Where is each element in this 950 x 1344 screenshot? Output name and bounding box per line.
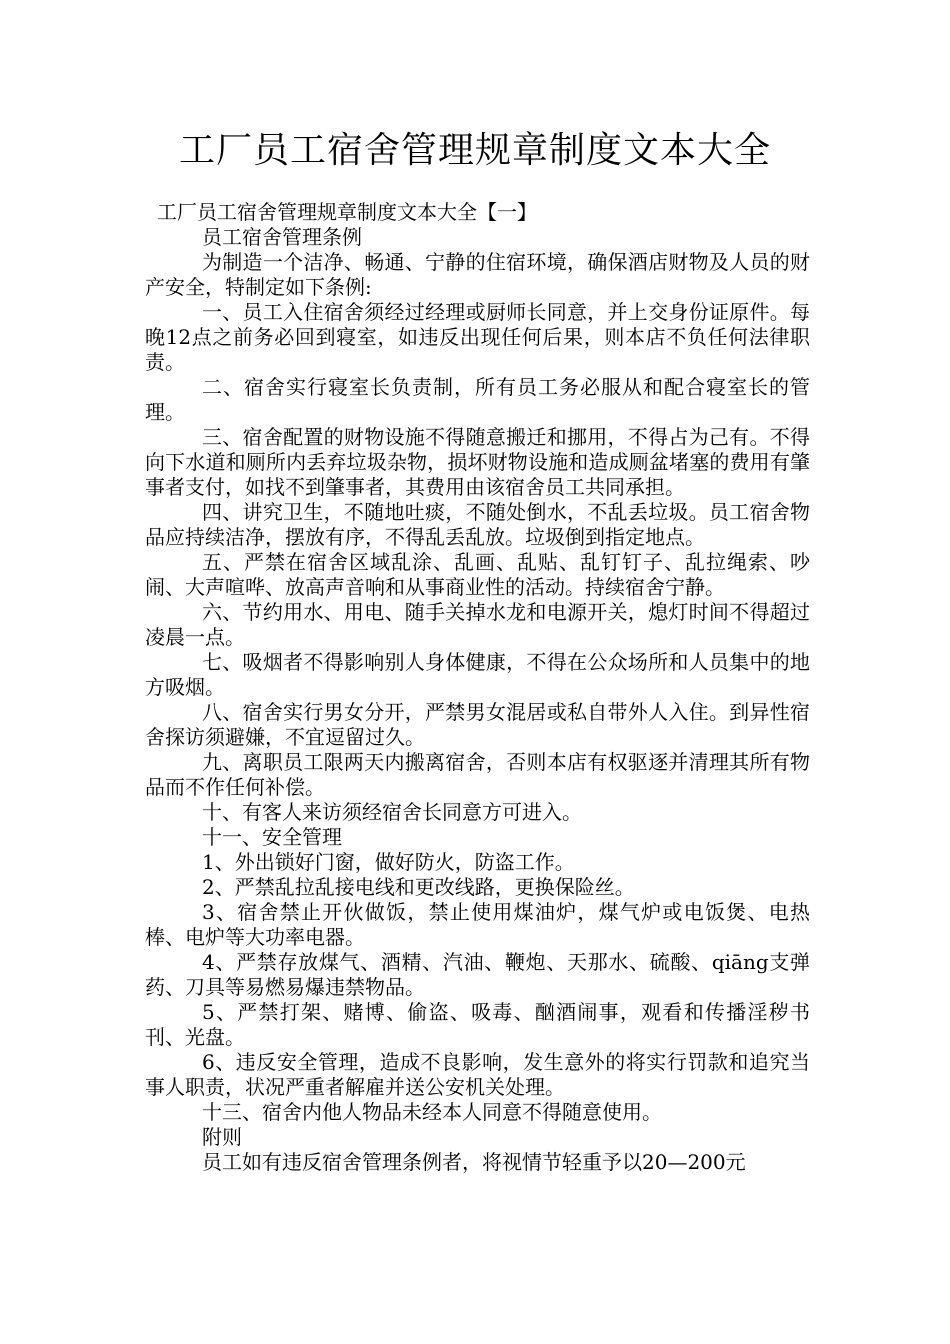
paragraph-safety-6: 6、违反安全管理，造成不良影响，发生意外的将实行罚款和追究当事人职责，状况严重者解雇并送公安机关处理。 xyxy=(145,1050,810,1099)
paragraph-rule-2: 二、宿舍实行寝室长负责制，所有员工务必服从和配合寝室长的管理。 xyxy=(145,375,810,424)
paragraph-rule-3: 三、宿舍配置的财物设施不得随意搬迁和挪用，不得占为己有。不得向下水道和厕所内丢弃垃圾杂物，损坏财物设施和造成厕盆堵塞的费用有肇事者支付，如找不到肇事者，其费用由该宿舍员工共同承担。 xyxy=(145,425,810,499)
paragraph-rule-9: 九、离职员工限两天内搬离宿舍，否则本店有权驱逐并清理其所有物品而不作任何补偿。 xyxy=(145,750,810,799)
section-heading: 工厂员工宿舍管理规章制度文本大全【一】 xyxy=(157,200,537,224)
paragraph-rule-6: 六、节约用水、用电、随手关掉水龙和电源开关，熄灯时间不得超过凌晨一点。 xyxy=(145,600,810,649)
document-body xyxy=(145,200,810,1175)
paragraph-rule-8: 八、宿舍实行男女分开，严禁男女混居或私自带外人入住。到异性宿舍探访须避嫌，不宜逗留过久。 xyxy=(145,700,810,749)
paragraph-rule-7: 七、吸烟者不得影响别人身体健康，不得在公众场所和人员集中的地方吸烟。 xyxy=(145,650,810,699)
paragraph-safety-3: 3、宿舍禁止开伙做饭，禁止使用煤油炉，煤气炉或电饭煲、电热棒、电炉等大功率电器。 xyxy=(145,900,810,949)
paragraph-safety-5: 5、严禁打架、赌博、偷盗、吸毒、酗酒闹事，观看和传播淫秽书刊、光盘。 xyxy=(145,1000,810,1049)
paragraph-rule-5: 五、严禁在宿舍区域乱涂、乱画、乱贴、乱钉钉子、乱拉绳索、吵闹、大声喧哗、放高声音响和从事商业性的活动。持续宿舍宁静。 xyxy=(145,550,810,599)
paragraph-rule-4: 四、讲究卫生，不随地吐痰，不随处倒水，不乱丢垃圾。员工宿舍物品应持续洁净，摆放有序，不得乱丢乱放。垃圾倒到指定地点。 xyxy=(145,500,810,549)
paragraph-safety-2: 2、严禁乱拉乱接电线和更改线路，更换保险丝。 xyxy=(202,875,635,899)
paragraph-appendix-heading: 附则 xyxy=(202,1125,242,1149)
paragraph-rule-13: 十三、宿舍内他人物品未经本人同意不得随意使用。 xyxy=(202,1100,662,1124)
paragraph-intro: 为制造一个洁净、畅通、宁静的住宿环境，确保酒店财物及人员的财产安全，特制定如下条例: xyxy=(145,250,810,299)
paragraph-regulation-title: 员工宿舍管理条例 xyxy=(202,225,362,249)
paragraph-safety-1: 1、外出锁好门窗，做好防火，防盗工作。 xyxy=(202,850,575,874)
paragraph-rule-11: 十一、安全管理 xyxy=(202,825,342,849)
paragraph-appendix-text: 员工如有违反宿舍管理条例者，将视情节轻重予以20—200元 xyxy=(202,1150,746,1174)
paragraph-rule-10: 十、有客人来访须经宿舍长同意方可进入。 xyxy=(202,800,582,824)
paragraph-rule-1: 一、员工入住宿舍须经过经理或厨师长同意，并上交身份证原件。每晚12点之前务必回到寝室，如违反出现任何后果，则本店不负任何法律职责。 xyxy=(145,300,810,374)
document-title: 工厂员工宿舍管理规章制度文本大全 xyxy=(178,130,771,171)
paragraph-safety-4: 4、严禁存放煤气、酒精、汽油、鞭炮、天那水、硫酸、qiāng支弹药、刀具等易燃易爆违禁物品。 xyxy=(145,950,810,999)
